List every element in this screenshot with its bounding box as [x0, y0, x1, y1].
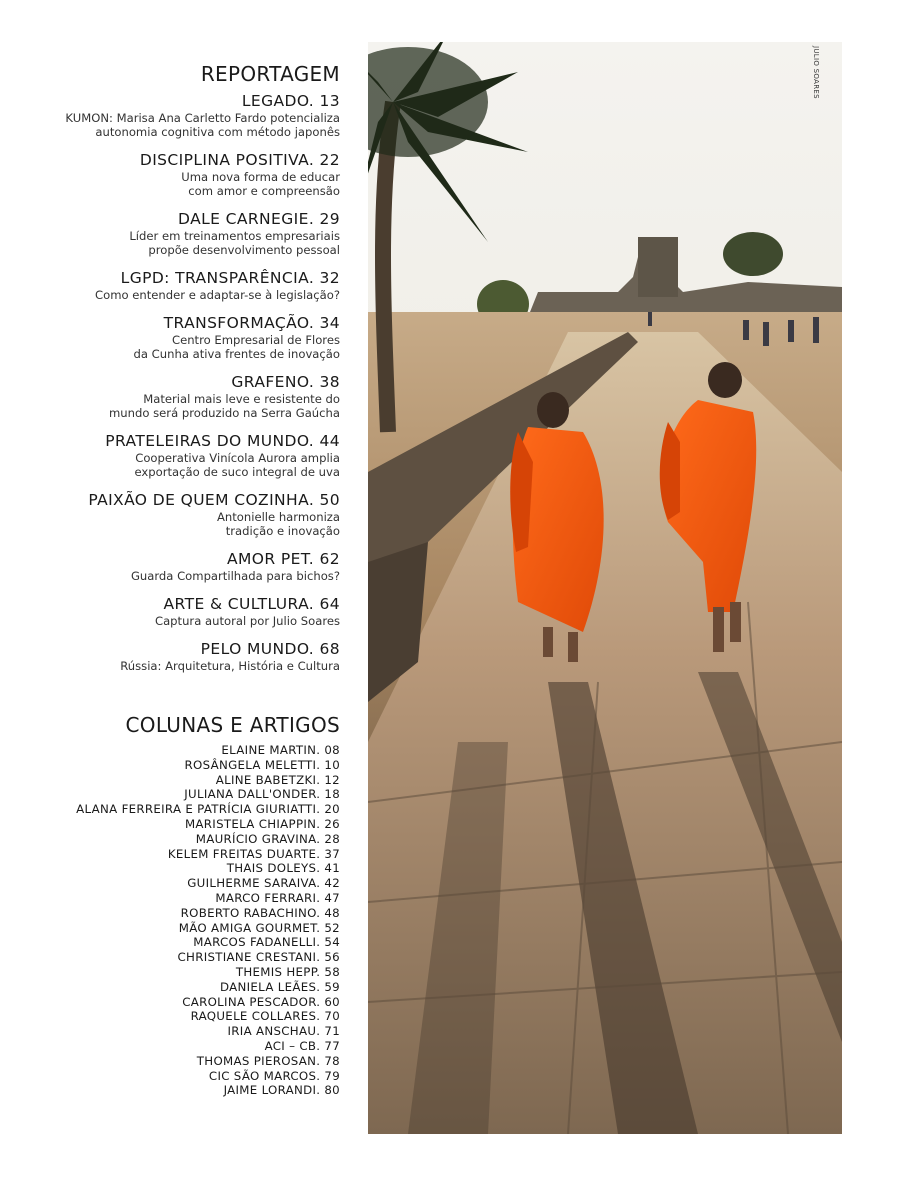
toc-entry-title: DALE CARNEGIE. 29 [178, 210, 340, 228]
toc-entry-description: KUMON: Marisa Ana Carletto Fardo potencializa autonomia cognitiva com método japonês [65, 111, 340, 139]
toc-entry-description: Guarda Compartilhada para bichos? [130, 569, 340, 583]
toc-entry-title: GRAFENO. 38 [231, 373, 340, 391]
column-item: MÃO AMIGA GOURMET. 52 [178, 920, 340, 935]
column-item: ELAINE MARTIN. 08 [221, 743, 340, 757]
column-item: THOMAS PIEROSAN. 78 [196, 1053, 340, 1068]
column-item: DANIELA LEÃES. 59 [219, 979, 340, 994]
toc-entry [20, 432, 340, 479]
column-item: ACI – CB. 77 [264, 1038, 340, 1053]
toc-entry [20, 550, 340, 583]
toc-entry-description: Uma nova forma de educar com amor e compreensão [181, 170, 340, 198]
toc-entry [20, 595, 340, 628]
column-item: THAIS DOLEYS. 41 [226, 861, 340, 876]
column-item: MARCOS FADANELLI. 54 [193, 935, 340, 950]
column-item: ROBERTO RABACHINO. 48 [180, 905, 340, 920]
column-item: IRIA ANSCHAU. 71 [227, 1024, 340, 1039]
column-item: GUILHERME SARAIVA. 42 [187, 876, 340, 891]
toc-entry-description: Material mais leve e resistente do mundo será produzido na Serra Gaúcha [109, 392, 340, 420]
toc-entry [20, 269, 340, 302]
column-item: MAURÍCIO GRAVINA. 28 [195, 831, 340, 846]
section-title-colunas: COLUNAS E ARTIGOS [125, 713, 340, 737]
column-item: CHRISTIANE CRESTANI. 56 [177, 950, 340, 965]
photo-illustration [368, 42, 842, 1134]
photo-credit [806, 46, 826, 106]
column-item: RAQUELE COLLARES. 70 [190, 1009, 340, 1024]
colunas-list [20, 743, 340, 1098]
column-item: JAIME LORANDI. 80 [223, 1083, 340, 1098]
toc-entry [20, 210, 340, 257]
toc-entry-description: Líder em treinamentos empresariais propõe desenvolvimento pessoal [129, 229, 340, 257]
toc-entry-title: PRATELEIRAS DO MUNDO. 44 [105, 432, 340, 450]
column-item: ALINE BABETZKI. 12 [215, 772, 340, 787]
toc-entry-title: TRANSFORMAÇÃO. 34 [163, 314, 340, 332]
toc-entry [20, 92, 340, 139]
toc-entry-title: ARTE & CULTLURA. 64 [163, 595, 340, 613]
column-item: JULIANA DALL'ONDER. 18 [184, 787, 340, 802]
toc-entry-description: Cooperativa Vinícola Aurora amplia exportação de suco integral de uva [134, 451, 340, 479]
toc-entry [20, 491, 340, 538]
column-item: THEMIS HEPP. 58 [235, 964, 340, 979]
toc-entry-description: Antonielle harmoniza tradição e inovação [216, 510, 340, 538]
toc-entry-title: LEGADO. 13 [241, 92, 340, 110]
toc-entry-description: Centro Empresarial de Flores da Cunha ativa frentes de inovação [133, 333, 340, 361]
column-item: KELEM FREITAS DUARTE. 37 [167, 846, 340, 861]
toc-entry-title: PAIXÃO DE QUEM COZINHA. 50 [88, 491, 340, 509]
toc-entry-description: Captura autoral por Julio Soares [154, 614, 340, 628]
column-item: CIC SÃO MARCOS. 79 [208, 1068, 340, 1083]
section-title-reportagem: REPORTAGEM [200, 62, 340, 86]
photo-monks-walking [368, 42, 842, 1134]
toc-entry-description: Rússia: Arquitetura, História e Cultura [120, 659, 340, 673]
column-item: ALANA FERREIRA E PATRÍCIA GIURIATTI. 20 [76, 802, 340, 817]
photo-credit-text: JULIO SOARES [812, 46, 820, 99]
toc-entry [20, 373, 340, 420]
column-item: ROSÂNGELA MELETTI. 10 [184, 757, 340, 772]
toc-entry-title: LGPD: TRANSPARÊNCIA. 32 [120, 269, 340, 287]
column-item: CAROLINA PESCADOR. 60 [182, 994, 340, 1009]
toc-entry-title: PELO MUNDO. 68 [200, 640, 340, 658]
reportagem-list [20, 92, 340, 673]
table-of-contents [20, 62, 340, 1098]
toc-entry [20, 314, 340, 361]
toc-entry [20, 151, 340, 198]
toc-entry [20, 640, 340, 673]
column-item: MARCO FERRARI. 47 [215, 890, 340, 905]
toc-entry-title: DISCIPLINA POSITIVA. 22 [139, 151, 340, 169]
toc-entry-title: AMOR PET. 62 [226, 550, 340, 568]
column-item: MARISTELA CHIAPPIN. 26 [184, 816, 340, 831]
toc-entry-description: Como entender e adaptar-se à legislação? [95, 288, 340, 302]
